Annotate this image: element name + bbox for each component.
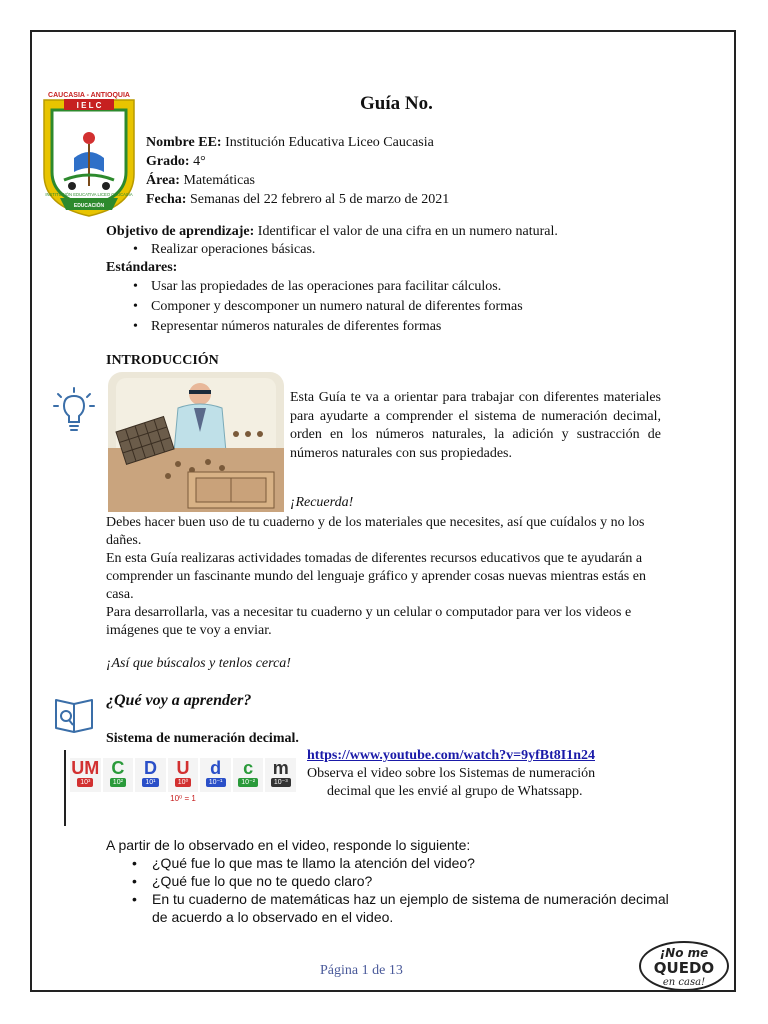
- chart-caption: 10⁰ = 1: [170, 794, 196, 803]
- paragraph: Para desarrollarla, vas a necesitar tu cuaderno y un celular o computador para ver los videos e imágenes que te voy a enviar.: [106, 605, 632, 638]
- intro-heading: INTRODUCCIÓN: [106, 353, 219, 368]
- topic-heading: Sistema de numeración decimal.: [106, 731, 299, 746]
- logo-ring-text: INSTITUCIÓN EDUCATIVA LICEO CAUCASIA: [45, 192, 133, 197]
- place-value-row: [70, 758, 296, 792]
- paragraph: Debes hacer buen uso de tu cuaderno y de los materiales que necesites, así que cuídalos y no los dañes.: [106, 515, 645, 548]
- field-label-school: Nombre EE:: [146, 135, 222, 150]
- badge-line-2: QUEDO: [653, 959, 715, 977]
- video-note-2: decimal que les envié al grupo de Whatssapp.: [327, 784, 583, 799]
- field-value-date: Semanas del 22 febrero al 5 de marzo de 2021: [189, 192, 450, 207]
- standard-bullet: • Componer y descomponer un numero natural de diferentes formas: [106, 297, 686, 317]
- field-label-area: Área:: [146, 173, 180, 188]
- logo-ribbon-text: EDUCACIÓN: [73, 203, 105, 209]
- video-note-1: Observa el video sobre los Sistemas de numeración: [307, 766, 596, 781]
- place-value-symbol: D: [143, 758, 157, 778]
- place-value-cell: [200, 758, 231, 792]
- place-value-cell: [103, 758, 134, 792]
- page-number: Página 1 de 13: [320, 963, 403, 978]
- intro-paragraphs: [106, 514, 672, 640]
- place-value-cell: [70, 758, 101, 792]
- place-value-power: 10⁻²: [238, 778, 258, 787]
- chart-side-rule: [64, 750, 66, 826]
- place-value-symbol: UM: [71, 758, 100, 778]
- place-value-symbol: C: [111, 758, 125, 778]
- place-value-cell: [265, 758, 296, 792]
- objectives-section: [106, 223, 686, 337]
- badge-line-3: en casa!: [662, 977, 706, 988]
- standards-label: Estándares:: [106, 260, 178, 275]
- closing-text: ¡Así que búscalos y tenlos cerca!: [106, 656, 291, 671]
- field-value-area: Matemáticas: [183, 173, 255, 188]
- place-value-symbol: d: [210, 758, 222, 778]
- place-value-chart: [70, 758, 296, 806]
- place-value-symbol: c: [243, 758, 254, 778]
- place-value-power: 10¹: [142, 778, 158, 787]
- place-value-power: 10⁻¹: [206, 778, 226, 787]
- page-title: Guía No.: [360, 93, 433, 114]
- badge-line-1: ¡No me: [659, 946, 709, 960]
- school-logo: [38, 88, 140, 220]
- question-bullet: • En tu cuaderno de matemáticas haz un ejemplo de sistema de numeración decimal de acuerdo a lo observado en el video.: [106, 890, 676, 926]
- place-value-power: 10⁰: [175, 778, 192, 787]
- field-label-grade: Grado:: [146, 154, 190, 169]
- intro-text: Esta Guía te va a orientar para trabajar con diferentes materiales para ayudarte a comprender el sistema de numeración decimal, orden en los números naturales, la adición y sustracción de números naturales con sus propiedades.: [290, 390, 661, 461]
- objective-text: Identificar el valor de una cifra en un numero natural.: [257, 224, 558, 239]
- stay-home-badge: [638, 940, 730, 992]
- place-value-cell: [135, 758, 166, 792]
- paragraph: En esta Guía realizaras actividades tomadas de diferentes recursos educativos que te ayudarán a comprender un fascinante mundo del lenguaje gráfico y aprender cosas nuevas mientras estás en casa.: [106, 551, 646, 602]
- standard-bullet: • Representar números naturales de diferentes formas: [106, 317, 686, 337]
- logo-acronym: I E L C: [76, 101, 102, 110]
- questions-intro: A partir de lo observado en el video, responde lo siguiente:: [106, 837, 471, 853]
- place-value-power: 10²: [110, 778, 126, 787]
- intro-illustration: [108, 372, 284, 512]
- learn-heading: ¿Qué voy a aprender?: [106, 692, 252, 709]
- place-value-cell: [233, 758, 264, 792]
- field-label-date: Fecha:: [146, 192, 187, 207]
- objective-bullet: • Realizar operaciones básicas.: [106, 241, 686, 259]
- field-value-grade: 4°: [193, 154, 206, 169]
- place-value-power: 10⁻³: [271, 778, 291, 787]
- field-value-school: Institución Educativa Liceo Caucasia: [225, 135, 434, 150]
- standard-bullet: • Usar las propiedades de las operaciones para facilitar cálculos.: [106, 277, 686, 297]
- header-fields: [146, 133, 449, 209]
- place-value-power: 10³: [77, 778, 93, 787]
- objective-label: Objetivo de aprendizaje:: [106, 224, 255, 239]
- question-bullet: • ¿Qué fue lo que no te quedo claro?: [106, 872, 676, 890]
- lightbulb-icon: [52, 386, 96, 434]
- book-icon: [52, 694, 96, 734]
- video-link[interactable]: https://www.youtube.com/watch?v=9yfBt8I1n24: [307, 748, 595, 763]
- questions-section: [106, 836, 676, 926]
- place-value-symbol: m: [272, 758, 289, 778]
- place-value-symbol: U: [176, 758, 190, 778]
- logo-top-text: CAUCASIA - ANTIOQUIA: [48, 92, 130, 99]
- place-value-cell: [168, 758, 199, 792]
- remember-text: ¡Recuerda!: [290, 495, 354, 510]
- question-bullet: • ¿Qué fue lo que mas te llamo la atención del video?: [106, 854, 676, 872]
